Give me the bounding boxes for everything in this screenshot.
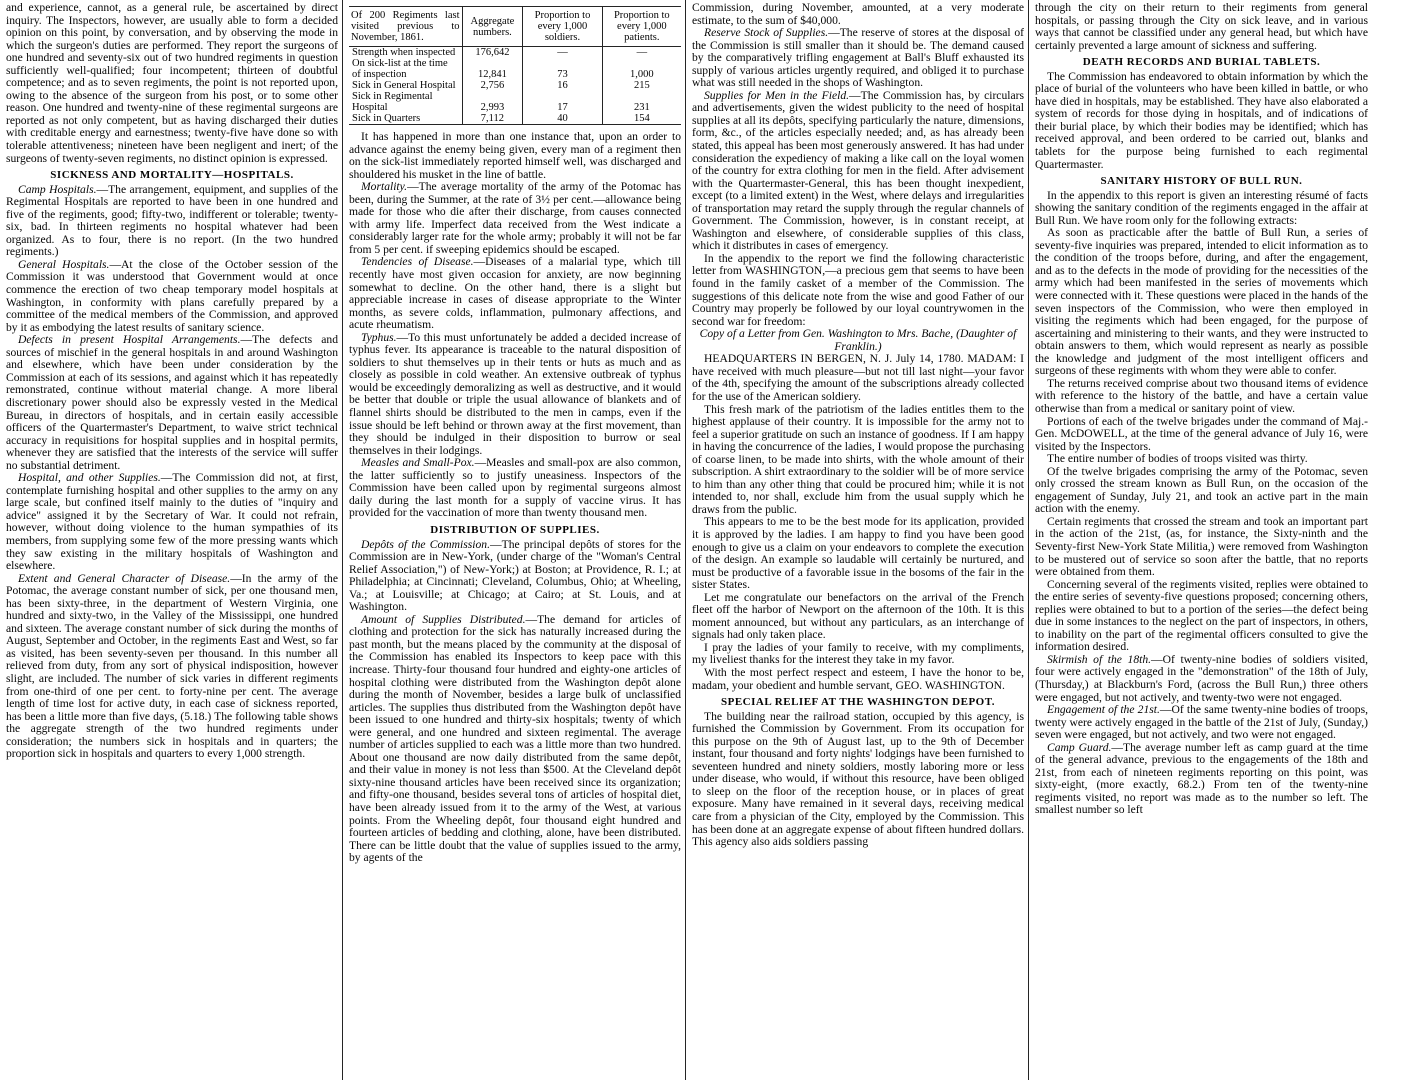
paragraph-text: This appears to me to be the best mode for its application, provided it is approved by the ladies. I am happy to find you have been good enough to give us a claim on your endeavors to complete the execution of the design. An example so laudable will certainly be nurtured, and must be productive of a favorable issue in the bosoms of the fair in the sister States.	[692, 515, 1024, 592]
paragraph-text: —The arrangement, equipment, and supplies of the Regimental Hospitals are reported to have been in one hundred and five of the regiments, good; fifty-two, indifferent or tolerable; twenty-six, bad. In thirteen regiments no hospital whatever had been organized. As to four, there is no report. (In the two hundred regiments.)	[6, 182, 338, 259]
paragraph-text: Let me congratulate our benefactors on the arrival of the French fleet off the harbor of Newport on the afternoon of the 10th. It is this moment announced, but without any particulars, as an interchange of signals had only taken place.	[692, 590, 1024, 642]
section-heading: DEATH RECORDS AND BURIAL TABLETS.	[1082, 56, 1321, 69]
paragraph	[349, 614, 681, 865]
table-cell: Strength when inspected	[352, 47, 456, 58]
paragraph	[692, 404, 1024, 517]
paragraph	[349, 539, 681, 614]
paragraph-text: —At the close of the October session of the Commission it was understood that Government would at once commence the erection of two cheap temporary model hospitals at Washington, in conformity with plans carefully prepared by a committee of the medical members of the Commission, and approved by it as embodying the latest results of sanitary science.	[6, 257, 338, 334]
paragraph	[692, 592, 1024, 642]
table-cell: 12,841	[462, 58, 523, 80]
paragraph-text: —Of twenty-nine bodies of soldiers visited, four were actively engaged in the "demonstration" of the 18th of July, (Thursday,) at Blackburn's Ford, (across the Bull Run,) three others were engaged, but not actively, and twenty-two were not engaged.	[1035, 652, 1368, 704]
paragraph-text: and experience, cannot, as a general rule, be ascertained by direct inquiry. The Inspectors, however, are usually able to form a decided opinion on this point, by conversation, and by observing the mode in which the surgeon's duties are performed. They report the surgeons of one hundred and seventy-six out of two hundred regiments in question sufficiently well-qualified; four incompetent; thirteen of doubtful competence; and as to seven regiments, the point is not reported upon, owing to the absence of the surgeon from his post, or to some other reason. One hundred and twenty-nine of these regimental surgeons are reported as not only competent, but as having discharged their duties with creditable energy and earnestness; twenty-five have done so with tolerable attentiveness; nineteen have been negligent and inert; of the surgeons of twenty-seven regiments, no distinct opinion is expressed.	[6, 1, 338, 165]
section-heading: DISTRIBUTION OF SUPPLIES.	[430, 523, 600, 536]
table-cell: 231	[602, 91, 681, 113]
paragraph-text: It has happened in more than one instance that, upon an order to advance against the enemy being given, every man of a regiment then on the sick-list immediately reported himself well, was discharged and shouldered his musket in the line of battle.	[349, 130, 681, 181]
paragraph-text: —Of the same twenty-nine bodies of troops, twenty were actively engaged in the battle of the 21st of July, (Sunday,) seven were engaged, but not actively, and two were not engaged.	[1035, 703, 1368, 742]
table-cell: Sick in General Hospital	[352, 80, 456, 91]
paragraph-text: —The defects and sources of mischief in the general hospitals in and around Washington and elsewhere, which have been under consideration by the Commission at each of its sessions, and against which it has repeatedly remonstrated, continue without material change. A more liberal discretionary power should also be expressly vested in the Medical Bureau, in directors of hospitals, and in certain easily accessible officers of the Quartermaster's Department, to waive strict technical accuracy in requisitions for hospital supplies and in hospital permits, whenever they are satisfied that the interests of the service will suffer no substantial detriment.	[6, 333, 338, 472]
paragraph	[692, 642, 1024, 667]
paragraph-text: —The Commission has, by circulars and advertisements, given the widest publicity to the need of hospital supplies at all its depôts, specifying particularly the nature, dimensions, form, &c., of the articles especially needed; and, as has already been stated, this appeal has been most generously answered. It has had under consideration the expediency of making a like call on the loyal women of the country for extra clothing for men in the field. After advisement with the Quartermaster-General, this has been thought inexpedient, except (to a limited extent) in the West, where delays and irregularities of transportation may retard the supply through the regular channels of Government. The Commission, however, is in constant receipt, at Washington and elsewhere, of considerable supplies of this class, which it distributes in cases of emergency.	[692, 88, 1024, 253]
paragraph-text: The building near the railroad station, occupied by this agency, is furnished the Commission by Government. From its occupation for this purpose on the 9th of August last, up to the 9th of December instant, four thousand and forty nights' lodgings have been furnished to seventeen hundred and ninety soldiers, mostly laboring more or less under disease, who would, if without this resource, have been obliged to sleep on the floor of the reception house, or in places of great exposure. Many have remained in it several days, receiving medical care from a physician of the City, employed by the Commission. This has been done at an aggregate expense of about fifteen hundred dollars. This agency also aids soldiers passing	[692, 709, 1024, 849]
table-cell: 73	[523, 58, 602, 80]
paragraph-lead: Measles and Small-Pox.	[361, 456, 475, 470]
paragraph-lead: Skirmish of the 18th.	[1047, 652, 1152, 666]
paragraph-text: I pray the ladies of your family to receive, with my compliments, my liveliest thanks for the interest they take in my favor.	[692, 640, 1024, 667]
paragraph-lead: General Hospitals.	[18, 257, 110, 271]
paragraph	[1035, 227, 1368, 378]
paragraph-lead: Typhus.	[361, 330, 397, 344]
paragraph	[692, 27, 1024, 90]
table-cell: 154	[602, 113, 681, 125]
table-row	[349, 47, 681, 59]
statistics-table	[349, 6, 681, 125]
table-row	[349, 58, 681, 80]
paragraph-text: —The average mortality of the army of the Potomac has been, during the Summer, at the rate of 3½ per cent.—allowance being made for those who die after their discharge, from causes connected with army life. Imperfect data received from the West indicate a considerably larger rate for the whole army; probably it will not be far from 5 per cent. if sweeping epidemics should be escaped.	[349, 180, 681, 256]
paragraph-lead: Camp Hospitals.	[18, 182, 97, 196]
paragraph-text: In the appendix to the report we find the following characteristic letter from WASHINGTON,—a precious gem that seems to have been found in the family casket of a member of the Commission. The suggestions of this delicate note from the wise and good Father of our Country may properly be followed by our loyal countrywomen in the second war for freedom:	[692, 251, 1024, 328]
table-header: Proportion to every 1,000 patients.	[602, 7, 681, 47]
paragraph	[6, 259, 338, 334]
paragraph	[349, 256, 681, 331]
paragraph-lead: Amount of Supplies Distributed.	[361, 612, 526, 626]
column-3	[686, 0, 1029, 1080]
paragraph	[692, 711, 1024, 849]
paragraph-text: —The principal depôts of stores for the Commission are in New-York, (under charge of the "Woman's Central Relief Association,") of New-York;) at Boston; at Providence, R. I.; at Philadelphia; at Cincinnati; Cleveland, Columbus, Ohio; at Wheeling, Va.; at Louisville; at Chicago; at Cairo; at St. Louis, and at Washington.	[349, 537, 681, 614]
paragraph-text: Portions of each of the twelve brigades under the command of Maj.-Gen. McDOWELL, at the time of the general advance of July 16, were visited by the Inspectors.	[1035, 414, 1368, 453]
paragraph-text: Certain regiments that crossed the stream and took an important part in the action of the 21st, (as, for instance, the Sixty-ninth and the Seventy-first New-York State Militia,) were removed from Washington to be mustered out of service so soon after the battle, that no reports were obtained from them.	[1035, 514, 1368, 579]
paragraph	[1035, 742, 1368, 817]
paragraph	[349, 457, 681, 520]
paragraph-text: —Diseases of a malarial type, which till recently have most given occasion for anxiety, are now beginning somewhat to decline. On the other hand, there is a slight but appreciable increase in cases of disease appropriate to the Winter months, as severe colds, inflammation, pulmonary affections, and acute rheumatism.	[349, 255, 681, 332]
paragraph	[6, 334, 338, 472]
table-cell: 2,756	[462, 80, 523, 91]
paragraph-text: —The reserve of stores at the disposal of the Commission is still smaller than it should be. The demand caused by the comparatively trifling engagement at Ball's Bluff exhausted its supply of various articles urgently required, and obliged it to purchase what was still needed in the shops of Washington.	[692, 26, 1024, 90]
column-4	[1029, 0, 1372, 1080]
table-row	[349, 91, 681, 113]
table-cell: 215	[602, 80, 681, 91]
paragraph-text: —To this must unfortunately be added a decided increase of typhus fever. Its appearance is traceable to the natural disposition of soldiers to shut themselves up in their tents or huts as much and as closely as possible in cold weather. An extensive outbreak of typhus would be exceedingly demoralizing as well as destructive, and it would be better that double or triple the usual allowance of blankets and of flannel shirts should be distributed to the men in camps, even if the issue should be left behind or thrown away at the first movement, than they should be indulged in their disposition to burrow or seal themselves in their lodgings.	[349, 330, 681, 457]
table-cell: 2,993	[462, 91, 523, 113]
paragraph-lead: Supplies for Men in the Field.	[704, 88, 850, 102]
paragraph-text: As soon as practicable after the battle of Bull Run, a series of seventy-five inquiries was prepared, intended to elicit information as to the condition of the troops before, during, and after the engagement, and as to the defects in the mode of providing for the necessities of the army which had been manifested in the series of movements which were connected with it. These questions were placed in the hands of the seven inspectors of the Commission, who were then employed in visiting the regiments which had been engaged, for the purpose of ascertaining and ministering to their wants, and they were instructed to obtain answers to them, which would represent as nearly as possible the knowledge and judgment of the most intelligent officers and surgeons of these regiments with whom they were able to confer.	[1035, 226, 1368, 378]
paragraph-text: —The demand for articles of clothing and protection for the sick has naturally increased during the past month, but the means placed by the community at the disposal of the Commission has enabled its Inspectors to keep pace with this increase. Thirty-four thousand four hundred and eighty-one articles of hospital clothing were distributed from the Washington depôt alone during the month of November, besides a large bulk of unclassified articles. The supplies thus distributed from the Washington depôt have been issued to one hundred and thirty-six hospitals; twenty of which were general, and one hundred and sixteen regimental. The average number of articles supplied to each was a little more than two hundred. About one thousand are now daily distributed from the same depôt, and their value in money is not less than $500. At the Cleveland depôt sixty-nine thousand articles have been received since its organization; and fifty-one thousand, besides several tons of articles of hospital diet, have been already issued from it to the army of the West, at various points. From the Wheeling depôt, four thousand eight hundred and fourteen articles of bedding and clothing, alone, have been distributed. There can be little doubt that the value of supplies issued to the army, by agents of the	[349, 612, 681, 865]
paragraph-text: The Commission has endeavored to obtain information by which the place of burial of the volunteers who have been killed in battle, or who have died in hospitals, may be established. They have also elaborated a system of records for those dying in hospitals, and of indications of their burial place, by which their bodies may be identified; which has received approval, and been ordered to be carried out, blanks and tablets for the purpose being furnished to each regimental Quartermaster.	[1035, 69, 1368, 171]
table-header: Of 200 Regiments last visited previous to November, 1861.	[349, 7, 462, 47]
paragraph-text: In the appendix to this report is given an interesting résumé of facts showing the sanitary condition of the regiments engaged in the affair at Bull Run. We have room only for the following extracts:	[1035, 188, 1368, 227]
table-cell: Sick in Quarters	[352, 113, 421, 124]
paragraph	[349, 332, 681, 457]
table-cell: —	[602, 47, 681, 59]
paragraph-text: The entire number of bodies of troops visited was thirty.	[1047, 452, 1308, 466]
table-cell: 17	[523, 91, 602, 113]
paragraph	[349, 131, 681, 181]
section-heading: SANITARY HISTORY OF BULL RUN.	[1100, 175, 1303, 188]
section-heading: SICKNESS AND MORTALITY—HOSPITALS.	[50, 169, 294, 182]
paragraph	[1035, 71, 1368, 171]
table-cell: 7,112	[462, 113, 523, 125]
paragraph	[6, 573, 338, 761]
paragraph-text: —In the army of the Potomac, the average constant number of sick, per one thousand men, has been sixty-three, in the department of Western Virginia, one hundred and sixty-two, in the Valley of the Mississippi, one hundred and sixteen. The average constant number of sick during the months of August, September and October, in the regiments East and West, so far as visited, has been seventy-seven per thousand. In this number all relieved from duty, from any sort of physical indisposition, however slight, are included. The number of sick varies in different regiments from one-third of one per cent. to forty-nine per cent. The average length of time lost for active duty, in each case of sickness reported, has been a little more than five days, (5.18.) The following table shows the aggregate strength of the two hundred regiments under consideration; the numbers sick in hospitals and in quarters; the proportion sick in hospitals and quarters to every 1,000 strength.	[6, 571, 338, 761]
paragraph-lead: Mortality.	[361, 180, 408, 194]
paragraph	[6, 2, 338, 165]
paragraph	[349, 181, 681, 256]
paragraph	[1035, 378, 1368, 416]
column-2	[343, 0, 686, 1080]
paragraph-text: With the most perfect respect and esteem, I have the honor to be, madam, your obedient and humble servant, GEO. WASHINGTON.	[692, 665, 1024, 692]
table-cell: 40	[523, 113, 602, 125]
paragraph	[692, 353, 1024, 403]
paragraph	[1035, 2, 1368, 52]
paragraph	[1035, 416, 1368, 454]
table-cell: 16	[523, 80, 602, 91]
paragraph-text: —Measles and small-pox are also common, the latter sufficiently so to justify uneasiness. Inspectors of the Commission have been called upon by regimental surgeons almost daily during the last month for a supply of vaccine virus. It has provided for the vaccination of more than twenty thousand men.	[349, 456, 681, 520]
paragraph-lead: Reserve Stock of Supplies.	[704, 26, 829, 40]
table-cell: Sick in Regimental Hospital	[352, 91, 433, 113]
table-cell: —	[523, 47, 602, 59]
paragraph-text: The returns received comprise about two thousand items of evidence with reference to the history of the battle, and have a certain value otherwise than from a medical or sanitary point of view.	[1035, 376, 1368, 415]
paragraph-lead: Defects in present Hospital Arrangements.	[18, 333, 241, 347]
paragraph-lead: Engagement of the 21st.	[1047, 703, 1160, 717]
paragraph	[692, 253, 1024, 328]
paragraph-text: This fresh mark of the patriotism of the ladies entitles them to the highest applause of their country. It is impossible for the army not to feel a superior gratitude on such an instance of goodness. If I am happy in having the concurrence of the ladies, I would propose the purchasing of coarse linen, to be made into shirts, with the whole amount of their subscription. A shirt extraordinary to the soldier will be of more service to him than any other thing that could be procured him; while it is not intended to, nor shall, exclude him from the usual supply which he draws from the public.	[692, 402, 1024, 516]
paragraph	[692, 90, 1024, 253]
paragraph	[1035, 654, 1368, 704]
paragraph-text: through the city on their return to their regiments from general hospitals, or passing through the City on sick leave, and in various ways that cannot be classified under any general head, but which have certainly prevented a large amount of sickness and suffering.	[1035, 1, 1368, 52]
paragraph-text: HEADQUARTERS IN BERGEN, N. J. July 14, 1780. MADAM: I have received with much pleasure—but not till last night—your favor of the 4th, specifying the amount of the subscriptions already collected for the use of the American soldiery.	[692, 352, 1024, 403]
paragraph	[1035, 579, 1368, 654]
paragraph	[692, 516, 1024, 591]
paragraph-lead: Hospital, and other Supplies.	[18, 471, 161, 485]
paragraph	[692, 667, 1024, 692]
table-header: Proportion to every 1,000 soldiers.	[523, 7, 602, 47]
table-cell: On sick-list at the time of inspection	[352, 58, 448, 80]
paragraph	[1035, 466, 1368, 516]
paragraph-text: —The average number left as camp guard at the time of the general advance, previous to the engagements of the 18th and 21st, from each of nineteen regiments reporting on this point, was sixty-eight, (more exactly, 68.2.) From ten of the twenty-nine regiments visited, no report was made as to the number so left. The smallest number so left	[1035, 740, 1369, 817]
paragraph-lead: Depôts of the Commission.	[361, 537, 491, 551]
table-row	[349, 80, 681, 91]
paragraph	[6, 472, 338, 572]
paragraph-text: Copy of a Letter from Gen. Washington to Mrs. Bache, (Daughter of Franklin.)	[699, 327, 1017, 353]
column-1	[0, 0, 343, 1080]
letter-title	[692, 328, 1024, 353]
paragraph	[6, 184, 338, 259]
paragraph-text: Concerning several of the regiments visited, replies were obtained to the entire series of seventy-five questions proposed; concerning others, replies were obtained to but to a portion of the series—the defect being due in some instances to the neglect on the part of inspectors, in others, to inability on the part of the regimental officers consulted to give the information desired.	[1035, 577, 1368, 654]
paragraph-text: Commission, during November, amounted, at a very moderate estimate, to the sum of $40,000.	[692, 1, 1024, 27]
paragraph	[1035, 704, 1368, 742]
section-heading: SPECIAL RELIEF AT THE WASHINGTON DEPOT.	[720, 696, 995, 709]
paragraph-text: —The Commission did not, at first, contemplate furnishing hospital and other supplies to the army on any large scale, but confined itself mainly to the duties of "inquiry and advice" assigned it by the Secretary of War. It could not refrain, however, without doing violence to the human sympathies of its members, from supplying some few of the more pressing wants which they saw existing in the military hospitals of Washington and elsewhere.	[6, 471, 338, 573]
table-cell: 1,000	[602, 58, 681, 80]
paragraph-lead: Tendencies of Disease.	[361, 255, 474, 269]
paragraph	[1035, 190, 1368, 228]
table-row	[349, 113, 681, 125]
paragraph	[1035, 516, 1368, 579]
paragraph-text: Of the twelve brigades comprising the army of the Potomac, seven only crossed the stream known as Bull Run, on the occasion of the engagement of Sunday, July 21, and took an active part in the main action with the enemy.	[1035, 464, 1368, 516]
paragraph	[692, 2, 1024, 27]
paragraph-lead: Camp Guard.	[1047, 740, 1112, 754]
table-header: Aggregate numbers.	[462, 7, 523, 47]
table-cell: 176,642	[462, 47, 523, 59]
paragraph-lead: Extent and General Character of Disease.	[18, 571, 231, 585]
